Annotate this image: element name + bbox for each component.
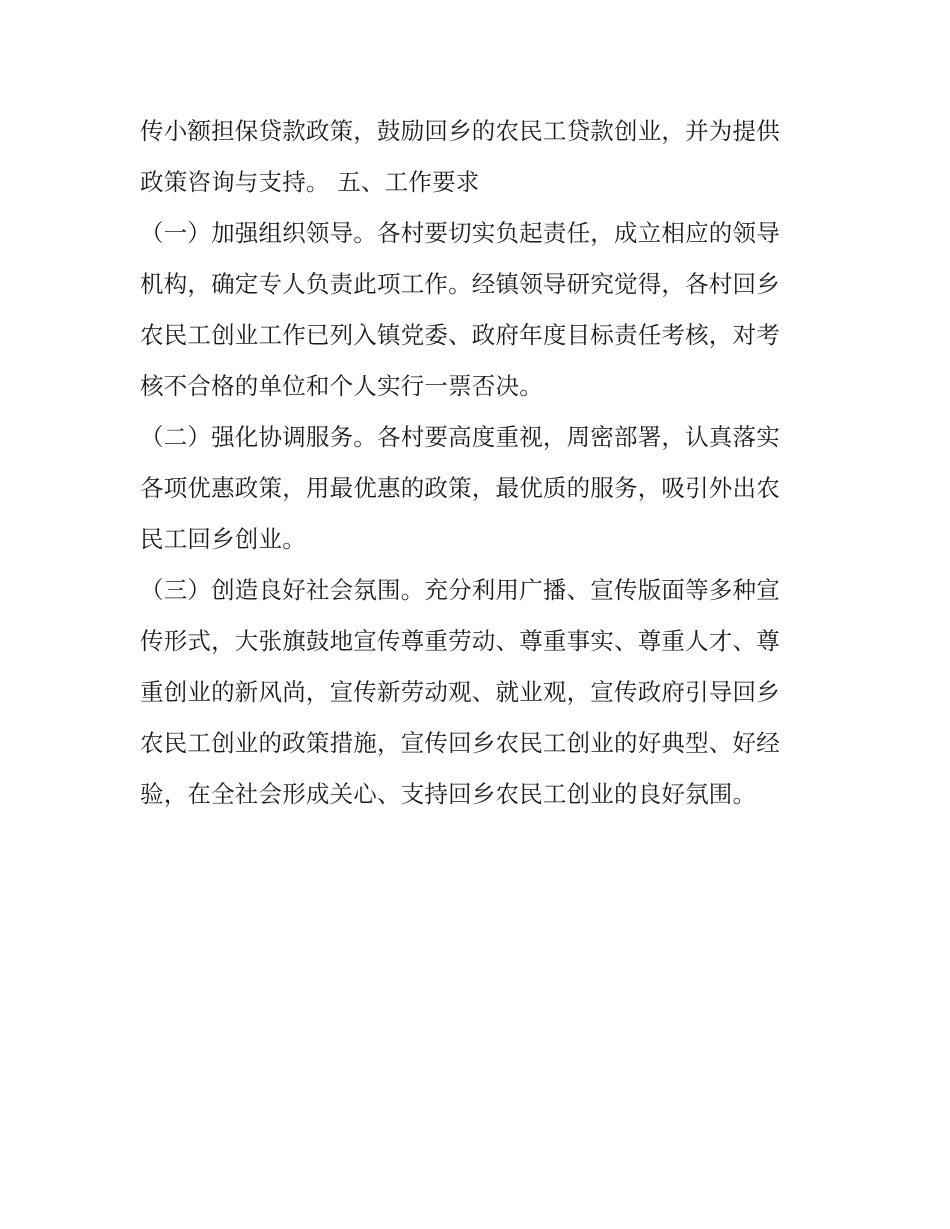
text-line: 各项优惠政策，用最优惠的政策，最优质的服务，吸引外出农 bbox=[140, 474, 780, 502]
text-line: 重创业的新风尚，宣传新劳动观、就业观，宣传政府引导回乡 bbox=[140, 678, 780, 706]
text-line: （二）强化协调服务。各村要高度重视，周密部署，认真落实 bbox=[140, 423, 780, 451]
text-line: 政策咨询与支持。 五、工作要求 bbox=[140, 168, 480, 196]
text-line: 机构，确定专人负责此项工作。经镇领导研究觉得，各村回乡 bbox=[140, 270, 780, 298]
text-line: （一）加强组织领导。各村要切实负起责任，成立相应的领导 bbox=[140, 219, 780, 247]
document-body bbox=[140, 106, 820, 820]
text-line: （三）创造良好社会氛围。充分利用广播、宣传版面等多种宣 bbox=[140, 576, 780, 604]
text-line: 民工回乡创业。 bbox=[140, 525, 306, 553]
text-line: 传形式，大张旗鼓地宣传尊重劳动、尊重事实、尊重人才、尊 bbox=[140, 627, 780, 655]
text-line: 农民工创业的政策措施，宣传回乡农民工创业的好典型、好经 bbox=[140, 729, 780, 757]
text-line: 验，在全社会形成关心、支持回乡农民工创业的良好氛围。 bbox=[140, 780, 757, 808]
text-line: 传小额担保贷款政策，鼓励回乡的农民工贷款创业，并为提供 bbox=[140, 117, 780, 145]
text-line: 农民工创业工作已列入镇党委、政府年度目标责任考核，对考 bbox=[140, 321, 780, 349]
text-line: 核不合格的单位和个人实行一票否决。 bbox=[140, 372, 543, 400]
